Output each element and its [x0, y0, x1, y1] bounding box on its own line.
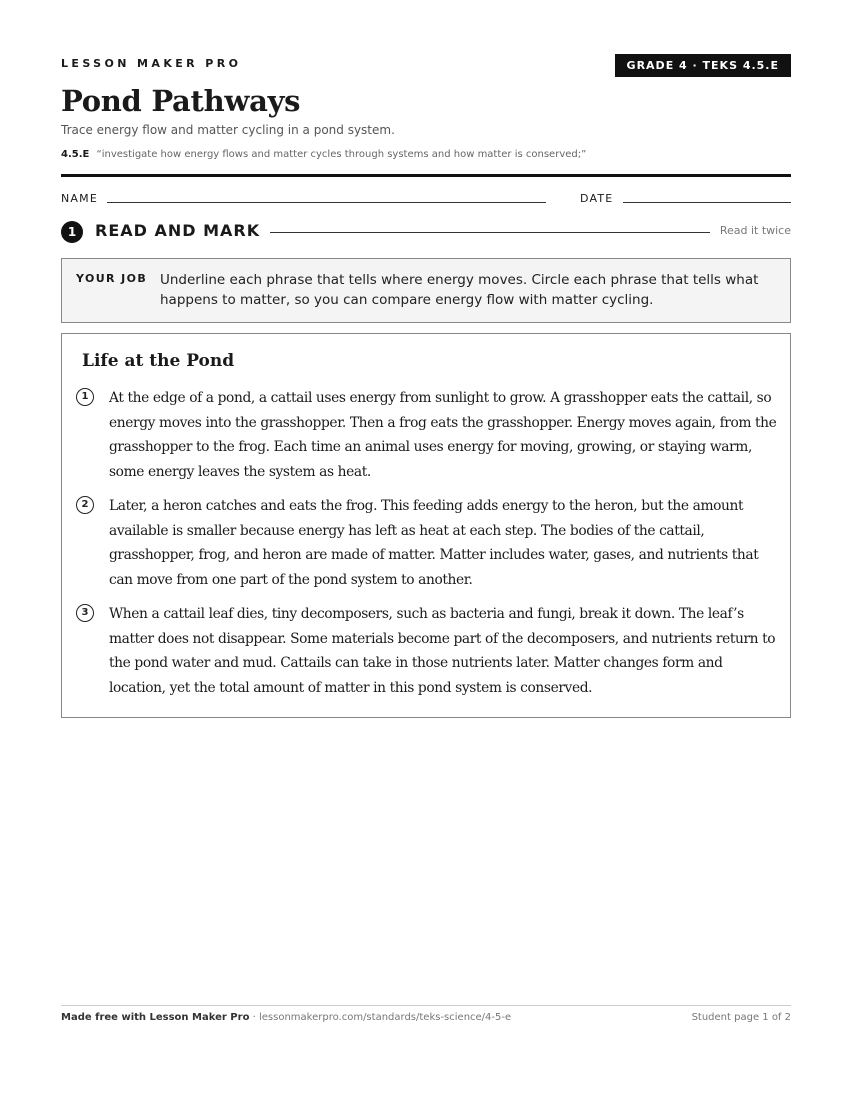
footer-made-with: Made free with Lesson Maker Pro [61, 1012, 250, 1023]
instructions-box [61, 258, 791, 323]
paragraph-number: 1 [76, 388, 94, 406]
footer-url[interactable]: · lessonmakerpro.com/standards/teks-science/4-5-e [249, 1012, 512, 1023]
date-field[interactable] [623, 202, 791, 203]
footer-credit [61, 1012, 511, 1023]
name-field[interactable] [107, 202, 546, 203]
standard-text: “investigate how energy flows and matter cycles through systems and how matter is conserved;” [96, 149, 587, 160]
instructions-label: YOUR JOB [76, 272, 148, 285]
section-title: READ AND MARK [95, 221, 261, 240]
standard-code: 4.5.E [61, 149, 90, 160]
page-title: Pond Pathways [61, 84, 301, 118]
standard-statement [61, 149, 586, 160]
page-subtitle: Trace energy flow and matter cycling in a pond system. [61, 123, 395, 137]
paragraph-text[interactable]: Later, a heron catches and eats the frog. This feeding adds energy to the heron, but the amount available is smaller because energy has left as heat at each step. The bodies of the cattail, grasshopper, frog, and heron are made of matter. Matter includes water, gases, and nutrients that can move from one part of the pond system to another. [109, 498, 759, 588]
paragraph-text[interactable]: At the edge of a pond, a cattail uses energy from sunlight to grow. A grasshopper eats the cattail, so energy moves into the grasshopper. Then a frog eats the grasshopper. Energy moves again, from the grasshopper to the frog. Each time an animal uses energy for moving, growing, or staying warm, some energy leaves the system as heat. [109, 390, 777, 480]
section-note: Read it twice [719, 224, 791, 237]
step-number-badge: 1 [61, 221, 83, 243]
name-label: NAME [61, 192, 98, 205]
paragraph-number: 2 [76, 496, 94, 514]
instructions-text: Underline each phrase that tells where energy moves. Circle each phrase that tells what happens to matter, so you can compare energy flow with matter cycling. [160, 272, 759, 308]
date-label: DATE [580, 192, 614, 205]
section-header [61, 220, 791, 244]
paragraph-text[interactable]: When a cattail leaf dies, tiny decomposers, such as bacteria and fungi, break it down. The leaf’s matter does not disappear. Some materials become part of the decomposers, and nutrients return to the pond water and mud. Cattails can take in those nutrients later. Matter changes form and location, yet the total amount of matter in this pond system is conserved. [109, 606, 776, 696]
footer-page-number: Student page 1 of 2 [691, 1012, 791, 1023]
reading-passage [61, 333, 791, 718]
passage-title: Life at the Pond [82, 351, 235, 371]
footer-divider [61, 1005, 791, 1006]
paragraph-number: 3 [76, 604, 94, 622]
brand-name: LESSON MAKER PRO [61, 57, 242, 70]
grade-badge: GRADE 4 · TEKS 4.5.E [615, 54, 791, 77]
worksheet-page [61, 0, 791, 1100]
header-divider [61, 174, 791, 177]
section-divider [270, 232, 710, 233]
